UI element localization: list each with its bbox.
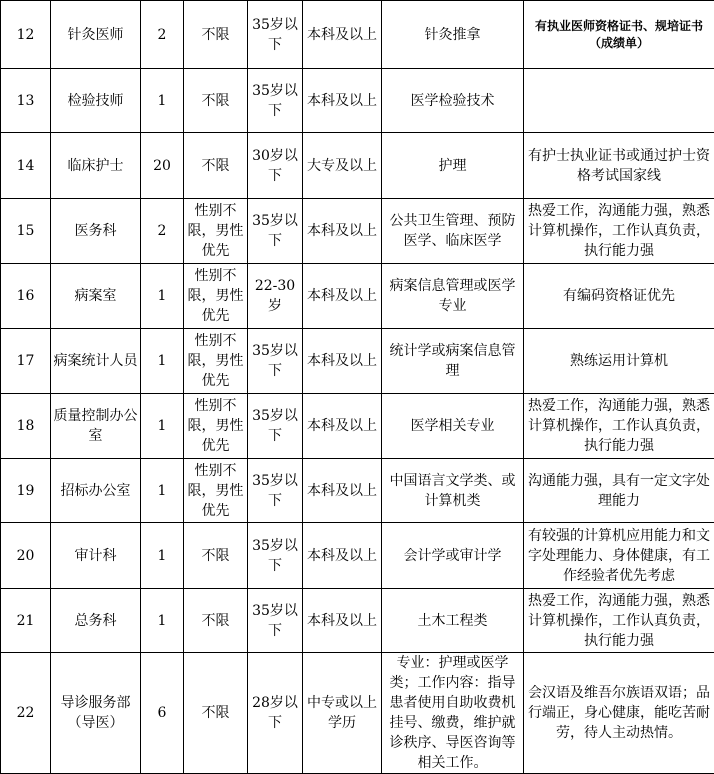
cell-count: 1 — [141, 523, 184, 589]
cell-education: 本科及以上 — [303, 459, 382, 523]
table-row — [1, 523, 714, 589]
cell-requirements: 熟练运用计算机 — [524, 329, 714, 394]
cell-position: 病案室 — [51, 264, 141, 329]
cell-age: 35岁以下 — [248, 69, 303, 133]
cell-count: 1 — [141, 69, 184, 133]
cell-count: 2 — [141, 1, 184, 69]
cell-position: 针灸医师 — [51, 1, 141, 69]
cell-education: 本科及以上 — [303, 523, 382, 589]
cell-position: 总务科 — [51, 589, 141, 653]
cell-count: 2 — [141, 199, 184, 264]
cell-no: 14 — [1, 133, 51, 199]
cell-count: 1 — [141, 459, 184, 523]
cell-major: 统计学或病案信息管理 — [382, 329, 524, 394]
cell-age: 22-30岁 — [248, 264, 303, 329]
cell-position: 招标办公室 — [51, 459, 141, 523]
table-row — [1, 653, 714, 774]
cell-age: 30岁以下 — [248, 133, 303, 199]
cell-requirements: 沟通能力强，具有一定文字处理能力 — [524, 459, 714, 523]
table-row — [1, 459, 714, 523]
table-row — [1, 264, 714, 329]
cell-no: 18 — [1, 394, 51, 459]
cell-education: 本科及以上 — [303, 394, 382, 459]
cell-major: 中国语言文学类、或计算机类 — [382, 459, 524, 523]
cell-gender: 不限 — [184, 1, 248, 69]
cell-education: 中专或以上学历 — [303, 653, 382, 774]
cell-no: 16 — [1, 264, 51, 329]
cell-age: 35岁以下 — [248, 589, 303, 653]
cell-requirements: 有护士执业证书或通过护士资格考试国家线 — [524, 133, 714, 199]
cell-gender: 不限 — [184, 69, 248, 133]
cell-requirements: 热爱工作，沟通能力强，熟悉计算机操作，工作认真负责，执行能力强 — [524, 394, 714, 459]
cell-age: 28岁以下 — [248, 653, 303, 774]
cell-education: 大专及以上 — [303, 133, 382, 199]
cell-count: 1 — [141, 329, 184, 394]
cell-no: 21 — [1, 589, 51, 653]
table-row — [1, 133, 714, 199]
cell-age: 35岁以下 — [248, 394, 303, 459]
cell-education: 本科及以上 — [303, 264, 382, 329]
cell-age: 35岁以下 — [248, 199, 303, 264]
cell-requirements: 会汉语及维吾尔族语双语；品行端正，身心健康，能吃苦耐劳，待人主动热情。 — [524, 653, 714, 774]
cell-gender: 性别不限，男性优先 — [184, 459, 248, 523]
cell-no: 13 — [1, 69, 51, 133]
table-row — [1, 329, 714, 394]
cell-education: 本科及以上 — [303, 199, 382, 264]
cell-major: 医学相关专业 — [382, 394, 524, 459]
cell-major: 病案信息管理或医学专业 — [382, 264, 524, 329]
cell-gender: 性别不限，男性优先 — [184, 264, 248, 329]
cell-education: 本科及以上 — [303, 329, 382, 394]
cell-major: 公共卫生管理、预防医学、临床医学 — [382, 199, 524, 264]
cell-no: 22 — [1, 653, 51, 774]
cell-age: 35岁以下 — [248, 1, 303, 69]
cell-gender: 性别不限，男性优先 — [184, 394, 248, 459]
cell-count: 1 — [141, 264, 184, 329]
cell-position: 导诊服务部（导医） — [51, 653, 141, 774]
cell-age: 35岁以下 — [248, 329, 303, 394]
cell-no: 17 — [1, 329, 51, 394]
cell-requirements: 热爱工作，沟通能力强，熟悉计算机操作，工作认真负责，执行能力强 — [524, 589, 714, 653]
cell-gender: 不限 — [184, 133, 248, 199]
cell-requirements: 热爱工作，沟通能力强，熟悉计算机操作，工作认真负责，执行能力强 — [524, 199, 714, 264]
cell-position: 病案统计人员 — [51, 329, 141, 394]
cell-gender: 不限 — [184, 653, 248, 774]
cell-position: 质量控制办公室 — [51, 394, 141, 459]
cell-count: 1 — [141, 589, 184, 653]
cell-education: 本科及以上 — [303, 1, 382, 69]
cell-major: 针灸推拿 — [382, 1, 524, 69]
cell-education: 本科及以上 — [303, 589, 382, 653]
cell-major: 专业：护理或医学类；工作内容：指导患者使用自助收费机挂号、缴费，维护就诊秩序、导医咨询等相关工作。 — [382, 653, 524, 774]
cell-position: 临床护士 — [51, 133, 141, 199]
cell-position: 检验技师 — [51, 69, 141, 133]
table-row — [1, 1, 714, 69]
cell-major: 护理 — [382, 133, 524, 199]
cell-major: 土木工程类 — [382, 589, 524, 653]
cell-age: 35岁以下 — [248, 459, 303, 523]
cell-gender: 性别不限，男性优先 — [184, 199, 248, 264]
cell-count: 1 — [141, 394, 184, 459]
cell-no: 15 — [1, 199, 51, 264]
table-row — [1, 589, 714, 653]
cell-count: 20 — [141, 133, 184, 199]
cell-position: 医务科 — [51, 199, 141, 264]
cell-requirements: 有执业医师资格证书、规培证书（成绩单） — [524, 1, 714, 69]
table-row — [1, 394, 714, 459]
cell-gender: 不限 — [184, 523, 248, 589]
cell-requirements — [524, 69, 714, 133]
cell-gender: 性别不限，男性优先 — [184, 329, 248, 394]
cell-gender: 不限 — [184, 589, 248, 653]
table-row — [1, 199, 714, 264]
cell-no: 19 — [1, 459, 51, 523]
cell-education: 本科及以上 — [303, 69, 382, 133]
cell-no: 20 — [1, 523, 51, 589]
cell-age: 35岁以下 — [248, 523, 303, 589]
cell-major: 医学检验技术 — [382, 69, 524, 133]
cell-no: 12 — [1, 1, 51, 69]
cell-requirements: 有编码资格证优先 — [524, 264, 714, 329]
cell-position: 审计科 — [51, 523, 141, 589]
cell-requirements: 有较强的计算机应用能力和文字处理能力、身体健康，有工作经验者优先考虑 — [524, 523, 714, 589]
table-row — [1, 69, 714, 133]
cell-count: 6 — [141, 653, 184, 774]
cell-major: 会计学或审计学 — [382, 523, 524, 589]
